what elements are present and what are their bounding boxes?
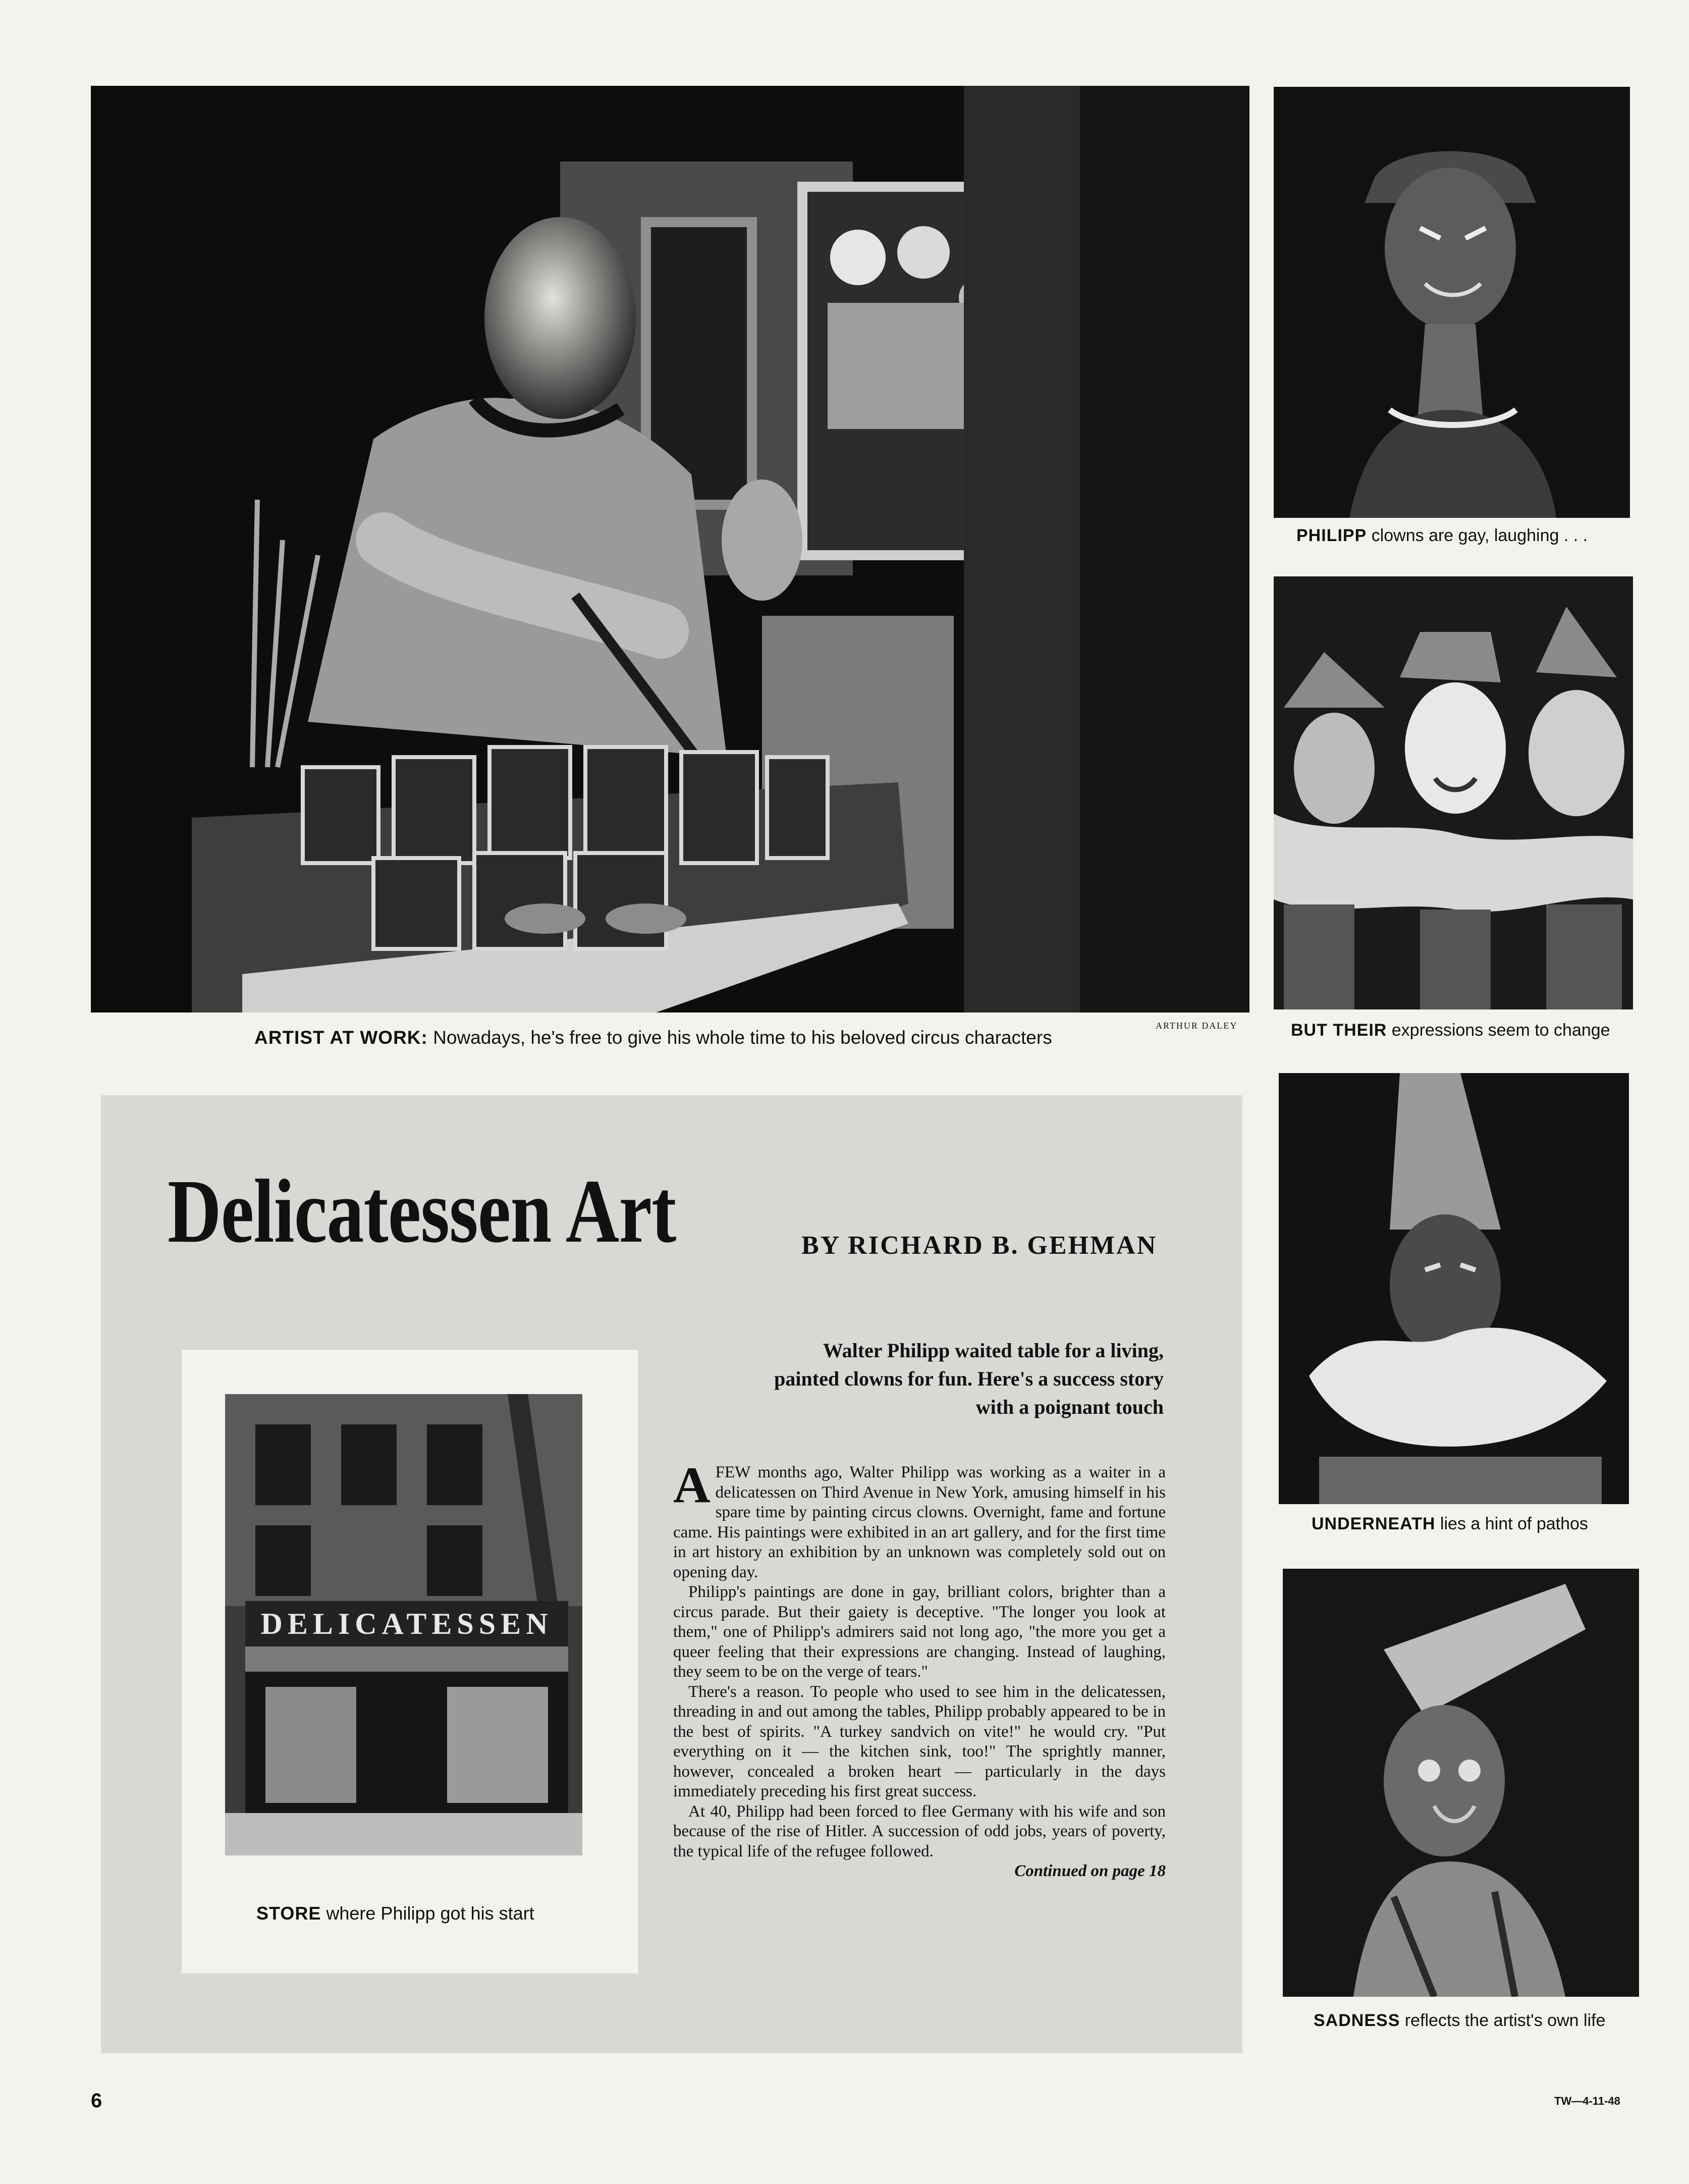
continued-note: Continued on page 18 — [1014, 1862, 1166, 1880]
clown-caption-3 — [1312, 1514, 1588, 1534]
caption-lead: UNDERNEATH — [1312, 1514, 1436, 1533]
clown-caption-1 — [1296, 526, 1588, 546]
article-title: Delicatessen Art — [168, 1161, 676, 1261]
caption-text: reflects the artist's own life — [1400, 2011, 1606, 2030]
page-number: 6 — [91, 2090, 102, 2112]
store-photo — [225, 1394, 582, 1855]
body-paragraph — [673, 1457, 1166, 1582]
caption-text: where Philipp got his start — [321, 1903, 534, 1924]
article-byline: BY RICHARD B. GEHMAN — [801, 1231, 1158, 1260]
clown-photo-4 — [1283, 1569, 1639, 1997]
article-dek: Walter Philipp waited table for a living, painted clowns for fun. Here's a success story with a poignant touch — [774, 1339, 1164, 1418]
caption-text: lies a hint of pathos — [1435, 1514, 1588, 1533]
caption-lead: ARTIST AT WORK: — [254, 1027, 428, 1048]
main-photo — [91, 86, 1249, 1013]
store-sign-text: DELICATESSEN — [260, 1607, 553, 1640]
issue-code: TW—4-11-48 — [1554, 2095, 1620, 2107]
caption-lead: STORE — [256, 1903, 321, 1924]
store-caption — [256, 1903, 534, 1924]
drop-cap: A — [673, 1457, 711, 1514]
body-paragraph: Philipp's paintings are done in gay, brilliant colors, brighter than a circus parade. But their gaiety is deceptive. "The longer you look at them," one of Philipp's admirers said not long ago, "the more you get a queer feeling that their expressions are changing. Instead of laughing, they seem to be on the verge of tears." — [673, 1583, 1166, 1681]
clown-caption-2 — [1291, 1021, 1610, 1040]
clown-caption-4 — [1314, 2011, 1605, 2031]
main-photo-caption — [254, 1027, 1052, 1048]
caption-lead: SADNESS — [1314, 2011, 1400, 2030]
article-body — [673, 1457, 1166, 1882]
body-paragraph: There's a reason. To people who used to see him in the delicatessen, threading in and out among the tables, Philipp probably appeared to be in the best of spirits. "A turkey sandvich on vite!" he would cry. "Put everything on it — the kitchen sink, too!" The sprightly manner, however, concealed a broken heart — particularly in the days immediately preceding his first great success. — [673, 1682, 1166, 1800]
photo-credit: ARTHUR DALEY — [1156, 1021, 1238, 1031]
caption-lead: BUT THEIR — [1291, 1021, 1387, 1040]
clown-photo-3 — [1279, 1073, 1629, 1504]
clown-photo-1 — [1274, 87, 1630, 518]
body-paragraph: At 40, Philipp had been forced to flee Germany with his wife and son because of the rise of Hitler. A succession of odd jobs, years of poverty, the typical life of the refugee followed. — [673, 1802, 1166, 1860]
caption-text: Nowadays, he's free to give his whole time to his beloved circus characters — [427, 1027, 1052, 1048]
clown-photo-2 — [1274, 576, 1633, 1009]
caption-text: clowns are gay, laughing . . . — [1367, 526, 1588, 545]
paragraph-text: FEW months ago, Walter Philipp was working as a waiter in a delicatessen on Third Avenue in New York, amusing himself in his spare time by painting circus clowns. Overnight, fame and fortune came. His paintings were exhibited in an art gallery, and for the first time in art history an exhibition by an unknown was completely sold out on opening day. — [673, 1463, 1166, 1581]
caption-text: expressions seem to change — [1387, 1021, 1610, 1040]
caption-lead: PHILIPP — [1296, 526, 1367, 545]
